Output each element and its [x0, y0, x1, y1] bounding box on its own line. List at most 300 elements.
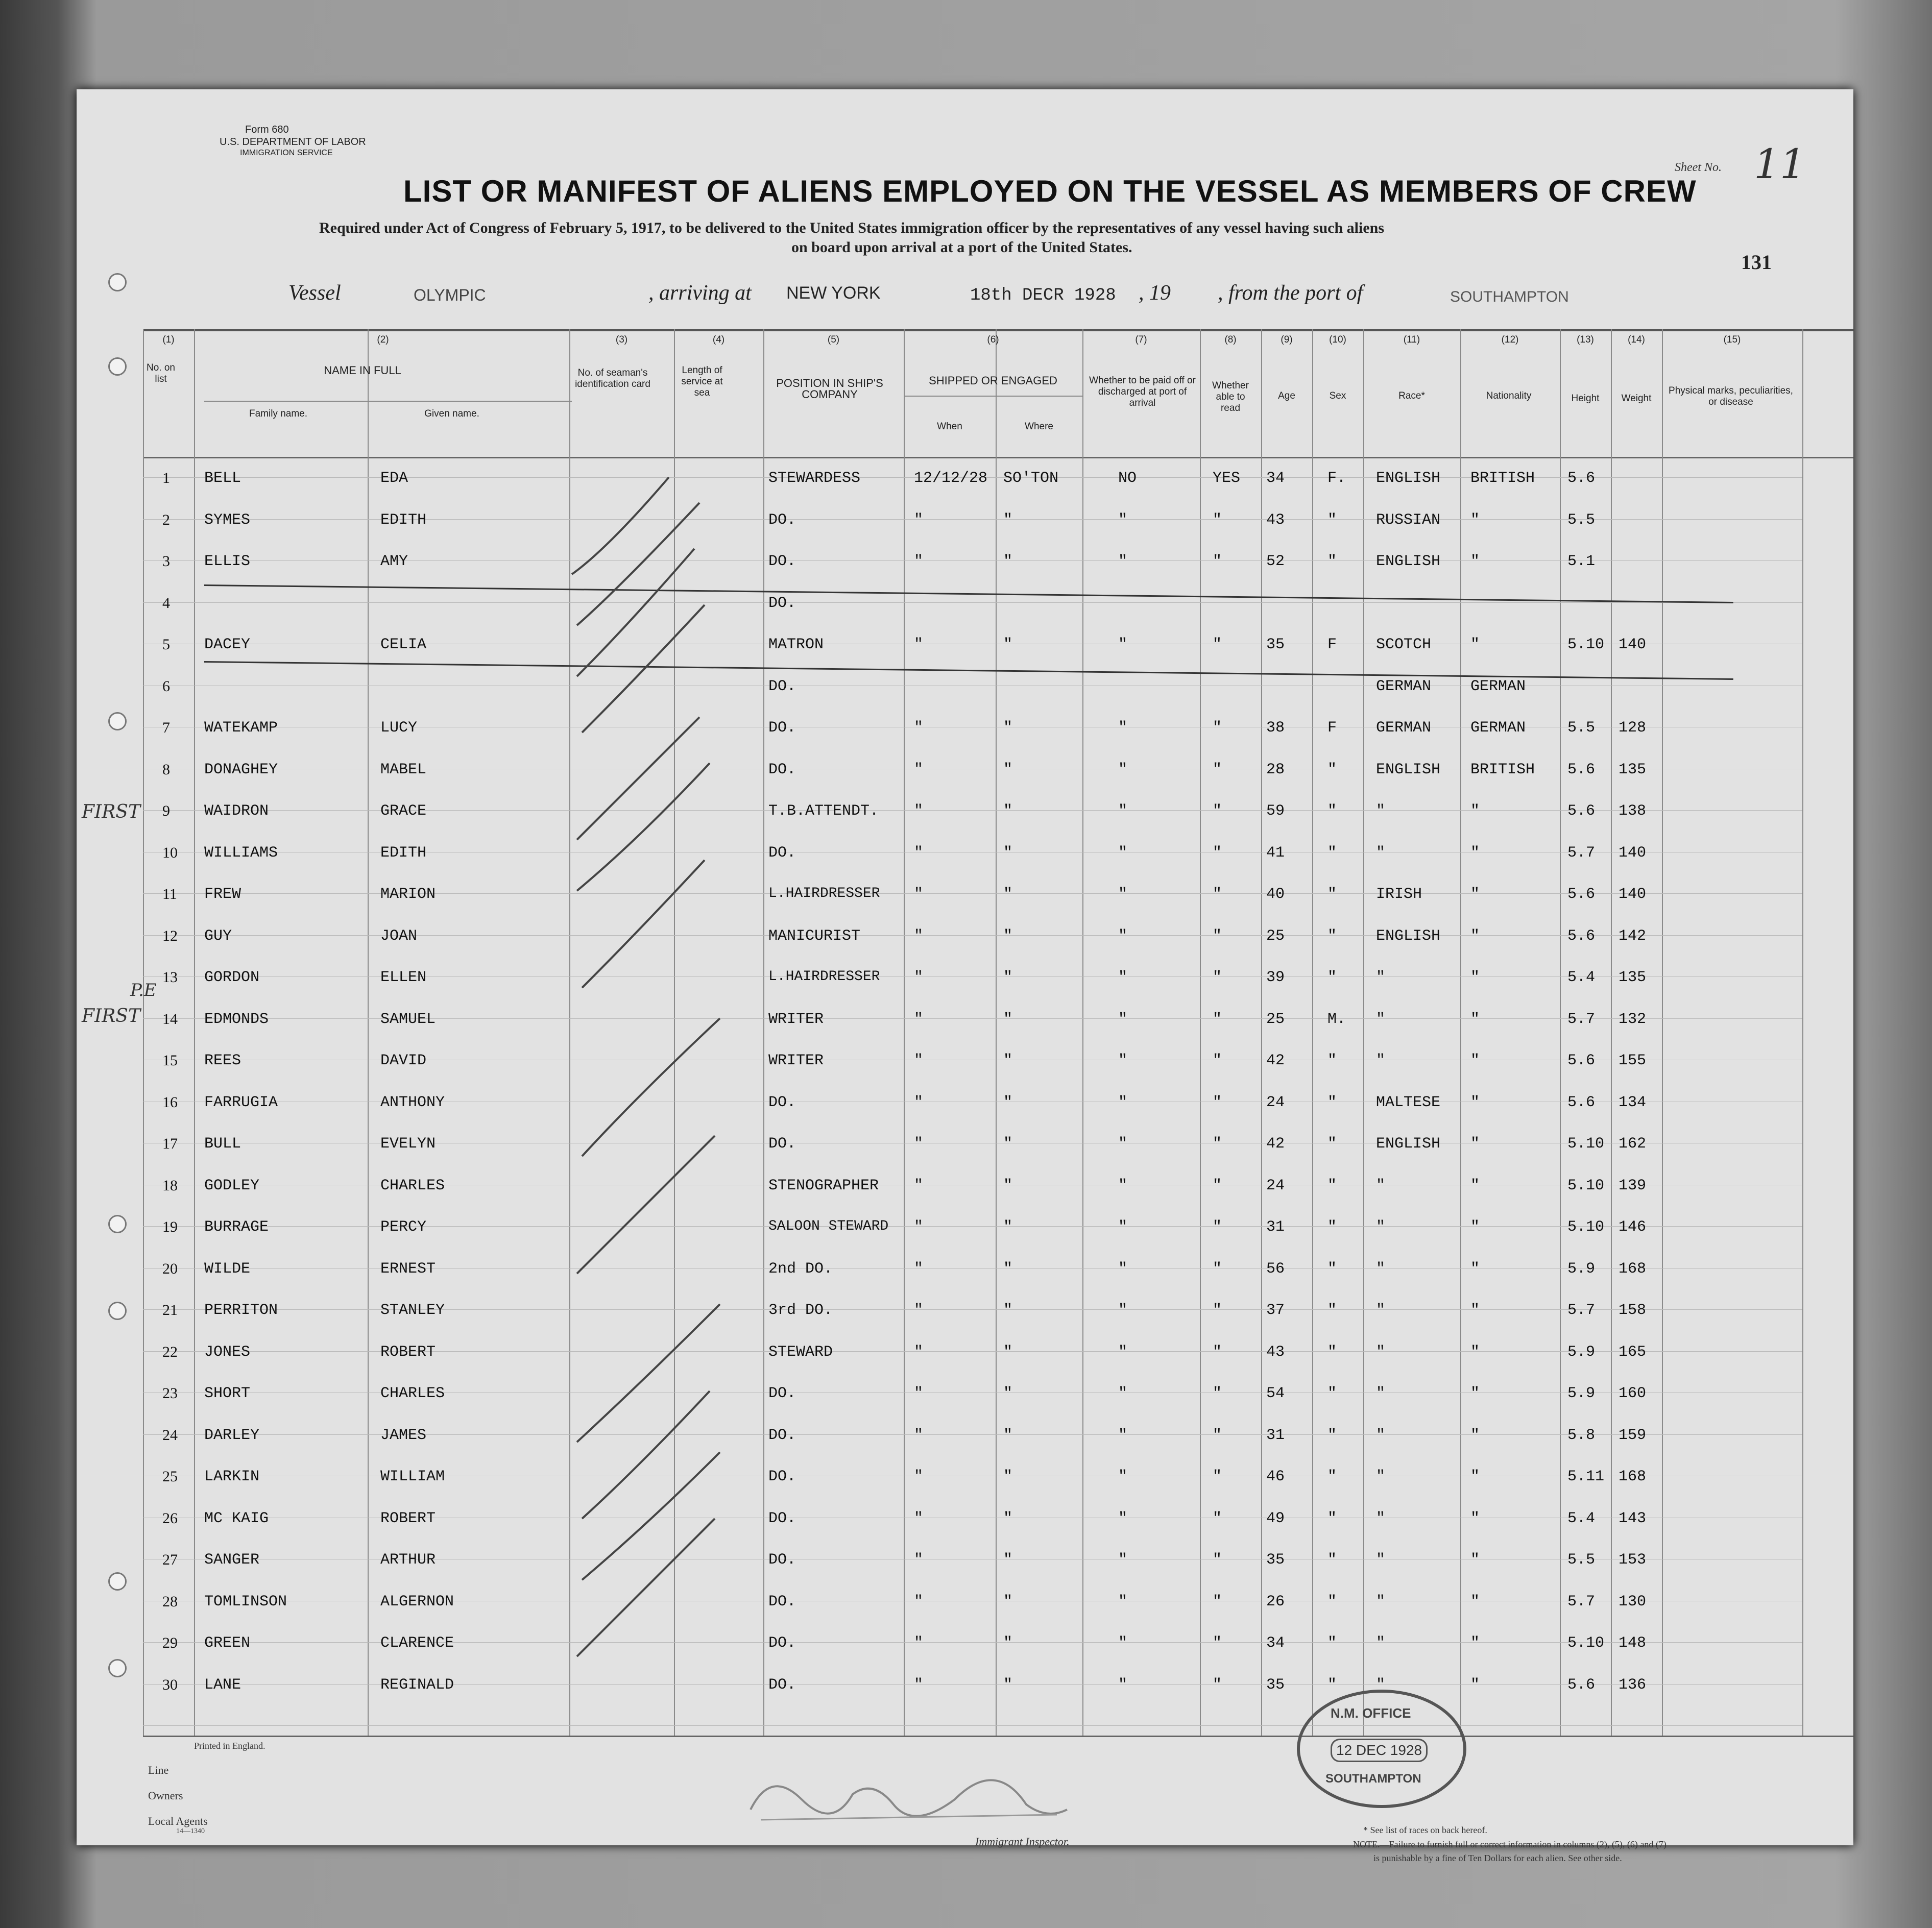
position: MATRON [768, 636, 824, 653]
age: 26 [1266, 1593, 1285, 1610]
family-name: WAIDRON [204, 802, 269, 820]
sex: " [1327, 1302, 1337, 1319]
given-name: ROBERT [380, 1343, 436, 1361]
punch-hole [108, 1572, 127, 1591]
weight: 142 [1619, 927, 1647, 945]
paid-off: " [1118, 1426, 1128, 1444]
row-number: 14 [162, 1010, 178, 1028]
family-name: BURRAGE [204, 1218, 269, 1236]
height: 5.6 [1567, 470, 1596, 487]
header-able-to-read: Whether able to read [1212, 380, 1249, 413]
from-port-label: , from the port of [1218, 281, 1363, 305]
race: " [1376, 1302, 1386, 1319]
given-name: ARTHUR [380, 1551, 436, 1569]
shipped-where: " [1003, 1385, 1013, 1402]
race: " [1376, 969, 1386, 986]
shipped-when: " [914, 1551, 924, 1569]
family-name: GODLEY [204, 1177, 260, 1194]
row-number: 30 [162, 1676, 178, 1693]
position: DO. [768, 511, 796, 529]
shipped-where: " [1003, 1593, 1013, 1610]
race: " [1376, 1385, 1386, 1402]
position: DO. [768, 719, 796, 737]
position: DO. [768, 1593, 796, 1610]
race: ENGLISH [1376, 1135, 1441, 1153]
column-number: (15) [1723, 334, 1741, 345]
age: 31 [1266, 1218, 1285, 1236]
position: DO. [768, 1093, 796, 1111]
nationality: " [1470, 969, 1480, 986]
table-bottom-border [143, 1736, 1853, 1737]
position: MANICURIST [768, 927, 861, 945]
age: 25 [1266, 1010, 1285, 1028]
header-race: Race* [1398, 391, 1425, 401]
shipped-when: " [914, 761, 924, 778]
stamp-date: 12 DEC 1928 [1331, 1739, 1428, 1762]
position: WRITER [768, 1010, 824, 1028]
race: ENGLISH [1376, 553, 1441, 570]
shipped-where: " [1003, 1343, 1013, 1361]
row-number: 26 [162, 1509, 178, 1527]
paid-off: " [1118, 1551, 1128, 1569]
sex: " [1327, 1551, 1337, 1569]
shipped-where: " [1003, 802, 1013, 820]
shipped-where: " [1003, 1426, 1013, 1444]
row-number: 10 [162, 844, 178, 861]
paid-off: " [1118, 844, 1128, 862]
given-name: EVELYN [380, 1135, 436, 1153]
nationality: " [1470, 1093, 1480, 1111]
race: " [1376, 1010, 1386, 1028]
shipped-when: " [914, 1052, 924, 1069]
weight: 168 [1619, 1468, 1647, 1485]
sex: " [1327, 553, 1337, 570]
age: 25 [1266, 927, 1285, 945]
position: L.HAIRDRESSER [768, 969, 880, 985]
row-rule [143, 1725, 1802, 1726]
nationality: " [1470, 1593, 1480, 1610]
inspector-signature [740, 1748, 1072, 1835]
cancel-stroke [204, 584, 1733, 603]
shipped-where: " [1003, 719, 1013, 737]
row-number: 6 [162, 677, 170, 695]
shipped-when: " [914, 636, 924, 653]
shipped-when: " [914, 1593, 924, 1610]
fine-note-line-1: NOTE.—Failure to furnish full or correct information in columns (2), (5), (6) and (7) [1353, 1839, 1667, 1849]
family-name: JONES [204, 1343, 251, 1361]
column-number: (9) [1281, 334, 1293, 345]
paid-off: " [1118, 1634, 1128, 1652]
paid-off: " [1118, 761, 1128, 778]
able-to-read: " [1213, 719, 1222, 737]
sex: F. [1327, 470, 1346, 487]
height: 5.7 [1567, 844, 1596, 862]
column-number: (14) [1628, 334, 1645, 345]
row-number: 23 [162, 1385, 178, 1402]
subtitle-line-2: on board upon arrival at a port of the United States. [791, 239, 1132, 256]
position: DO. [768, 1509, 796, 1527]
race: " [1376, 844, 1386, 862]
shipped-when: " [914, 969, 924, 986]
header-height: Height [1571, 393, 1600, 404]
nationality: GERMAN [1470, 677, 1526, 695]
row-number: 15 [162, 1052, 178, 1069]
shipped-where: " [1003, 1468, 1013, 1485]
able-to-read: " [1213, 1343, 1222, 1361]
row-number: 22 [162, 1343, 178, 1360]
column-number: (8) [1224, 334, 1237, 345]
race: " [1376, 1634, 1386, 1652]
able-to-read: " [1213, 1135, 1222, 1153]
weight: 160 [1619, 1385, 1647, 1402]
weight: 162 [1619, 1135, 1647, 1153]
weight: 140 [1619, 844, 1647, 862]
paid-off: " [1118, 1302, 1128, 1319]
race: " [1376, 1593, 1386, 1610]
height: 5.4 [1567, 969, 1596, 986]
paid-off: " [1118, 886, 1128, 903]
row-number: 27 [162, 1551, 178, 1568]
column-divider [996, 329, 997, 1736]
shipped-when: " [914, 844, 924, 862]
row-number: 7 [162, 719, 170, 736]
given-name: SAMUEL [380, 1010, 436, 1028]
race: " [1376, 1260, 1386, 1278]
header-paid-off: Whether to be paid off or discharged at port of arrival [1089, 375, 1196, 408]
family-name: WATEKAMP [204, 719, 278, 737]
name-subheader-line [204, 401, 572, 402]
weight: 130 [1619, 1593, 1647, 1610]
punch-hole [108, 273, 127, 291]
position: DO. [768, 594, 796, 612]
arriving-label: , arriving at [648, 281, 752, 305]
given-name: GRACE [380, 802, 427, 820]
row-number: 20 [162, 1260, 178, 1277]
sex: " [1327, 1260, 1337, 1278]
age: 56 [1266, 1260, 1285, 1278]
weight: 128 [1619, 719, 1647, 737]
nationality: " [1470, 1135, 1480, 1153]
column-divider [1200, 329, 1201, 1736]
nationality: " [1470, 1177, 1480, 1194]
position: L.HAIRDRESSER [768, 886, 880, 901]
family-name: FARRUGIA [204, 1093, 278, 1111]
header-where: Where [1025, 421, 1053, 432]
age: 42 [1266, 1052, 1285, 1069]
shipped-when: " [914, 1093, 924, 1111]
position: DO. [768, 1426, 796, 1444]
race: GERMAN [1376, 719, 1432, 737]
check-marks [567, 457, 786, 1733]
row-number: 19 [162, 1218, 178, 1235]
nationality: " [1470, 1634, 1480, 1652]
shipped-where: " [1003, 1676, 1013, 1694]
age: 34 [1266, 470, 1285, 487]
margin-note-pe: P.E [130, 980, 157, 1000]
height: 5.11 [1567, 1468, 1605, 1485]
age: 49 [1266, 1509, 1285, 1527]
paid-off: " [1118, 1052, 1128, 1069]
subtitle-line-1: Required under Act of Congress of February 5, 1917, to be delivered to the United States immigration officer by the representatives of any vessel having such aliens [319, 219, 1384, 236]
column-divider [1363, 329, 1364, 1736]
age: 38 [1266, 719, 1285, 737]
race: RUSSIAN [1376, 511, 1441, 529]
family-name: EDMONDS [204, 1010, 269, 1028]
able-to-read: " [1213, 553, 1222, 570]
given-name: PERCY [380, 1218, 427, 1236]
able-to-read: " [1213, 636, 1222, 653]
shipped-when: " [914, 1426, 924, 1444]
shipped-where: " [1003, 969, 1013, 986]
height: 5.9 [1567, 1260, 1596, 1278]
able-to-read: " [1213, 1426, 1222, 1444]
height: 5.4 [1567, 1509, 1596, 1527]
sex: " [1327, 1426, 1337, 1444]
weight: 139 [1619, 1177, 1647, 1194]
able-to-read: " [1213, 1634, 1222, 1652]
paid-off: " [1118, 1468, 1128, 1485]
nationality: " [1470, 1260, 1480, 1278]
page-title: LIST OR MANIFEST OF ALIENS EMPLOYED ON THE VESSEL AS MEMBERS OF CREW [403, 174, 1697, 208]
header-physical-marks: Physical marks, peculiarities, or disease [1669, 385, 1793, 407]
shipped-where: " [1003, 1093, 1013, 1111]
age: 28 [1266, 761, 1285, 778]
sex: " [1327, 1676, 1337, 1694]
nationality: " [1470, 553, 1480, 570]
age: 39 [1266, 969, 1285, 986]
given-name: JAMES [380, 1426, 427, 1444]
sex: " [1327, 1343, 1337, 1361]
weight: 140 [1619, 886, 1647, 903]
race: " [1376, 1426, 1386, 1444]
height: 5.7 [1567, 1010, 1596, 1028]
family-name: BELL [204, 470, 242, 487]
given-name: AMY [380, 553, 408, 570]
given-name: ELLEN [380, 969, 427, 986]
paid-off: " [1118, 1343, 1128, 1361]
shipped-where: " [1003, 1177, 1013, 1194]
shipped-where: " [1003, 511, 1013, 529]
printed-in-england: Printed in England. [194, 1741, 265, 1751]
form-number: Form 680 [245, 124, 289, 135]
shipped-subheader-line [904, 396, 1082, 397]
shipped-when: 12/12/28 [914, 470, 988, 487]
family-name: WILDE [204, 1260, 251, 1278]
sex: " [1327, 1509, 1337, 1527]
position: STENOGRAPHER [768, 1177, 879, 1194]
shipped-where: " [1003, 1052, 1013, 1069]
punch-hole [108, 712, 127, 730]
given-name: EDITH [380, 844, 427, 862]
height: 5.10 [1567, 1177, 1605, 1194]
row-number: 3 [162, 553, 170, 570]
stamp-bottom-text: SOUTHAMPTON [1325, 1772, 1421, 1786]
nationality: " [1470, 802, 1480, 820]
family-name: GUY [204, 927, 232, 945]
given-name: CLARENCE [380, 1634, 454, 1652]
height: 5.6 [1567, 761, 1596, 778]
family-name: PERRITON [204, 1302, 278, 1319]
shipped-when: " [914, 1468, 924, 1485]
nationality: GERMAN [1470, 719, 1526, 737]
able-to-read: " [1213, 1676, 1222, 1694]
shipped-when: " [914, 802, 924, 820]
position: DO. [768, 553, 796, 570]
paid-off: " [1118, 1135, 1128, 1153]
column-divider [1560, 329, 1561, 1736]
able-to-read: " [1213, 886, 1222, 903]
punch-hole [108, 357, 127, 376]
header-given-name: Given name. [424, 408, 479, 419]
header-nationality: Nationality [1486, 391, 1532, 401]
given-name: ANTHONY [380, 1093, 445, 1111]
table-top-border [143, 329, 1853, 331]
paid-off: " [1118, 1177, 1128, 1194]
able-to-read: " [1213, 1302, 1222, 1319]
height: 5.1 [1567, 553, 1596, 570]
family-name: GREEN [204, 1634, 251, 1652]
nationality: " [1470, 927, 1480, 945]
row-rule [143, 602, 1802, 603]
race: " [1376, 1177, 1386, 1194]
arrival-date: 18th DECR 1928 [970, 286, 1116, 305]
shipped-when: " [914, 511, 924, 529]
shipped-when: " [914, 1385, 924, 1402]
arrival-port: NEW YORK [786, 283, 881, 303]
position: DO. [768, 1634, 796, 1652]
column-divider [143, 329, 144, 1736]
column-divider [1460, 329, 1461, 1736]
race: " [1376, 802, 1386, 820]
nationality: " [1470, 1468, 1480, 1485]
able-to-read: " [1213, 1468, 1222, 1485]
header-sex: Sex [1329, 391, 1346, 401]
weight: 148 [1619, 1634, 1647, 1652]
weight: 132 [1619, 1010, 1647, 1028]
row-number: 5 [162, 636, 170, 653]
position: SALOON STEWARD [768, 1218, 889, 1234]
paid-off: " [1118, 927, 1128, 945]
race: " [1376, 1468, 1386, 1485]
column-number: (7) [1135, 334, 1147, 345]
paid-off: " [1118, 511, 1128, 529]
age: 46 [1266, 1468, 1285, 1485]
given-name: JOAN [380, 927, 418, 945]
weight: 159 [1619, 1426, 1647, 1444]
shipped-when: " [914, 1343, 924, 1361]
footer-owners-label: Owners [148, 1789, 183, 1802]
nationality: " [1470, 1676, 1480, 1694]
shipped-where: " [1003, 1509, 1013, 1527]
age: 34 [1266, 1634, 1285, 1652]
race: " [1376, 1052, 1386, 1069]
family-name: MC KAIG [204, 1509, 269, 1527]
header-shipped-engaged: SHIPPED OR ENGAGED [929, 374, 1057, 387]
given-name: CELIA [380, 636, 427, 653]
given-name: LUCY [380, 719, 418, 737]
shipped-where: " [1003, 1634, 1013, 1652]
column-number: (5) [827, 334, 840, 345]
family-name: DACEY [204, 636, 251, 653]
margin-note-first: FIRST [82, 801, 140, 822]
sex: " [1327, 511, 1337, 529]
header-family-name: Family name. [249, 408, 308, 419]
nationality: " [1470, 1385, 1480, 1402]
family-name: SHORT [204, 1385, 251, 1402]
weight: 135 [1619, 761, 1647, 778]
given-name: EDA [380, 470, 408, 487]
header-position: POSITION IN SHIP'S COMPANY [776, 377, 883, 401]
height: 5.6 [1567, 802, 1596, 820]
race: " [1376, 1218, 1386, 1236]
sex: " [1327, 1093, 1337, 1111]
age: 43 [1266, 1343, 1285, 1361]
given-name: EDITH [380, 511, 427, 529]
sex: " [1327, 969, 1337, 986]
age: 54 [1266, 1385, 1285, 1402]
shipped-when: " [914, 1260, 924, 1278]
position: DO. [768, 1385, 796, 1402]
sex: " [1327, 844, 1337, 862]
given-name: REGINALD [380, 1676, 454, 1694]
height: 5.5 [1567, 511, 1596, 529]
given-name: ROBERT [380, 1509, 436, 1527]
height: 5.9 [1567, 1385, 1596, 1402]
age: 24 [1266, 1177, 1285, 1194]
form-service: IMMIGRATION SERVICE [240, 149, 333, 157]
age: 37 [1266, 1302, 1285, 1319]
sex: " [1327, 1135, 1337, 1153]
shipped-where: " [1003, 886, 1013, 903]
shipped-where: SO'TON [1003, 470, 1059, 487]
able-to-read: " [1213, 1385, 1222, 1402]
age: 43 [1266, 511, 1285, 529]
column-number: (13) [1577, 334, 1594, 345]
position: T.B.ATTENDT. [768, 802, 879, 820]
nationality: BRITISH [1470, 470, 1535, 487]
able-to-read: " [1213, 1093, 1222, 1111]
height: 5.6 [1567, 886, 1596, 903]
race: " [1376, 1551, 1386, 1569]
position: DO. [768, 844, 796, 862]
row-number: 4 [162, 594, 170, 612]
column-number: (3) [615, 334, 628, 345]
able-to-read: " [1213, 1218, 1222, 1236]
column-number: (2) [377, 334, 389, 345]
position: DO. [768, 677, 796, 695]
shipped-when: " [914, 1509, 924, 1527]
given-name: MARION [380, 886, 436, 903]
paid-off: " [1118, 636, 1128, 653]
able-to-read: " [1213, 761, 1222, 778]
row-number: 18 [162, 1177, 178, 1194]
family-name: DARLEY [204, 1426, 260, 1444]
nationality: " [1470, 1052, 1480, 1069]
sex: " [1327, 1593, 1337, 1610]
punch-hole [108, 1659, 127, 1677]
punch-hole [108, 1215, 127, 1233]
column-number: (11) [1403, 334, 1420, 345]
paid-off: NO [1118, 470, 1137, 487]
position: 2nd DO. [768, 1260, 833, 1278]
race: SCOTCH [1376, 636, 1432, 653]
height: 5.5 [1567, 1551, 1596, 1569]
row-number: 29 [162, 1634, 178, 1651]
race: IRISH [1376, 886, 1422, 903]
row-number: 12 [162, 927, 178, 944]
paid-off: " [1118, 1593, 1128, 1610]
able-to-read: " [1213, 969, 1222, 986]
